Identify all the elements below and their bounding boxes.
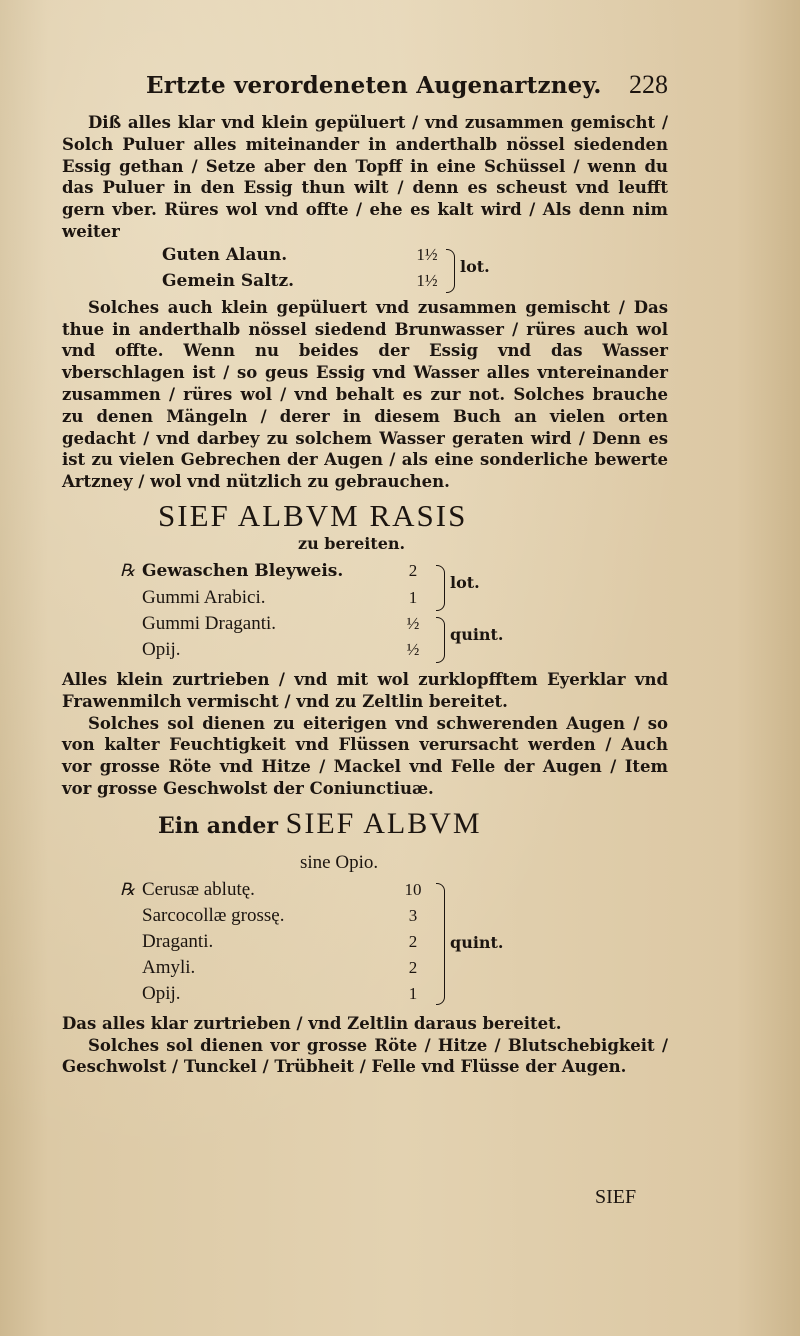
ingredient-quantity: ½ xyxy=(406,639,420,659)
ingredient-row xyxy=(120,561,668,587)
ingredient-row xyxy=(120,587,668,613)
ingredient-name: Gemein Saltz. xyxy=(162,270,295,291)
ingredient-name: Gummi Draganti. xyxy=(142,612,277,634)
ingredient-quantity: 1½ xyxy=(416,270,438,290)
unit-label: lot. xyxy=(460,256,490,276)
ingredient-quantity: 2 xyxy=(408,957,418,977)
ingredient-quantity: 1½ xyxy=(416,244,438,264)
brace xyxy=(436,883,445,1005)
ingredient-name: Draganti. xyxy=(142,930,214,952)
ingredient-row xyxy=(120,613,668,639)
ingredient-quantity: 2 xyxy=(408,560,418,580)
ingredient-row xyxy=(162,245,668,271)
ingredient-row xyxy=(120,931,668,957)
unit-label: quint. xyxy=(450,932,504,952)
page-number: 228 xyxy=(629,70,668,99)
recipe-2-subtitle: sine Opio. xyxy=(300,851,379,873)
brace xyxy=(436,617,445,663)
ingredient-quantity: 1 xyxy=(408,587,418,607)
ingredient-name: Guten Alaun. xyxy=(162,244,288,265)
ingredient-name: Cerusæ ablutę. xyxy=(142,878,255,900)
recipe-symbol: ℞ xyxy=(120,560,136,580)
page-header xyxy=(62,70,668,112)
unit-label: lot. xyxy=(450,572,480,592)
ingredient-row xyxy=(120,639,668,665)
ingredient-list-2 xyxy=(120,561,668,665)
recipe-2-title-prefix: Ein ander xyxy=(158,812,286,839)
ingredient-name: Opij. xyxy=(142,638,181,660)
ingredient-quantity: 1 xyxy=(408,983,418,1003)
recipe-1-paragraph-2: Solches sol dienen zu eiterigen vnd schwerenden Augen / so von kalter Feuchtigkeit vnd Flüssen verursacht werden / Auch vor grosse Röte vnd Hitze / Mackel vnd Felle der Augen / Item vor grosse Geschwolst der Coniunctiuæ. xyxy=(62,713,668,798)
recipe-1-title: SIEF ALBVM RASIS xyxy=(158,497,468,533)
running-head: Ertzte verordeneten Augenartzney. xyxy=(146,72,602,99)
catchword: SIEF xyxy=(595,1186,637,1208)
recipe-2-paragraph-1: Das alles klar zurtrieben / vnd Zeltlin daraus bereitet. xyxy=(62,1013,562,1033)
ingredient-row xyxy=(162,271,668,297)
recipe-1-subtitle: zu bereiten. xyxy=(298,533,406,553)
ingredient-quantity: 2 xyxy=(408,931,418,951)
unit-label: quint. xyxy=(450,624,504,644)
ingredient-list-1 xyxy=(162,245,668,297)
ingredient-name: Gummi Arabici. xyxy=(142,586,266,608)
ingredient-row xyxy=(120,957,668,983)
ingredient-row xyxy=(120,879,668,905)
recipe-2-title-main: SIEF ALBVM xyxy=(285,806,482,840)
paragraph-1: Diß alles klar vnd klein gepüluert / vnd zusammen gemischt / Solch Puluer alles miteinander in anderthalb nössel siedenden Essig gethan / Setze aber den Topff in eine Schüssel / wenn du das Puluer in den Essig thun wilt / denn es scheust vnd leufft gern vber. Rüres wol vnd offte / ehe es kalt wird / Als denn nim weiter xyxy=(62,113,668,241)
recipe-2-title xyxy=(158,806,668,851)
ingredient-list-3 xyxy=(120,879,668,1009)
paragraph-2: Solches auch klein gepüluert vnd zusammen gemischt / Das thue in anderthalb nössel siedend Brunwasser / rüres auch wol vnd offte. Wenn nu beides der Essig vnd das Wasser vberschlagen ist / so geus Essig vnd Wasser alles vntereinander zusammen / rüres wol / vnd behalt es zur not. Solches brauche zu denen Mängeln / derer in diesem Buch an vielen orten gedacht / vnd darbey zu solchem Wasser geraten wird / Denn es ist zu vielen Gebrechen der Augen / als eine sonderliche bewerte Artzney / wol vnd nützlich zu gebrauchen. xyxy=(62,297,668,492)
recipe-symbol: ℞ xyxy=(120,879,136,899)
text-block xyxy=(62,70,668,1078)
ingredient-name: Sarcocollæ grossę. xyxy=(142,904,285,926)
recipe-2-paragraph-2: Solches sol dienen vor grosse Röte / Hitze / Blutschebigkeit / Geschwolst / Tunckel / Trübheit / Felle vnd Flüsse der Augen. xyxy=(62,1035,668,1077)
ingredient-quantity: ½ xyxy=(406,613,420,633)
ingredient-row xyxy=(120,983,668,1009)
ingredient-name: Gewaschen Bleyweis. xyxy=(142,560,344,581)
ingredient-quantity: 3 xyxy=(408,905,418,925)
ingredient-quantity: 10 xyxy=(404,879,422,899)
recipe-1-paragraph-1: Alles klein zurtrieben / vnd mit wol zurklopfftem Eyerklar vnd Frawenmilch vermischt / vnd zu Zeltlin bereitet. xyxy=(62,669,668,711)
brace xyxy=(446,249,455,293)
ingredient-row xyxy=(120,905,668,931)
ingredient-name: Amyli. xyxy=(142,956,196,978)
brace xyxy=(436,565,445,611)
ingredient-name: Opij. xyxy=(142,982,181,1004)
